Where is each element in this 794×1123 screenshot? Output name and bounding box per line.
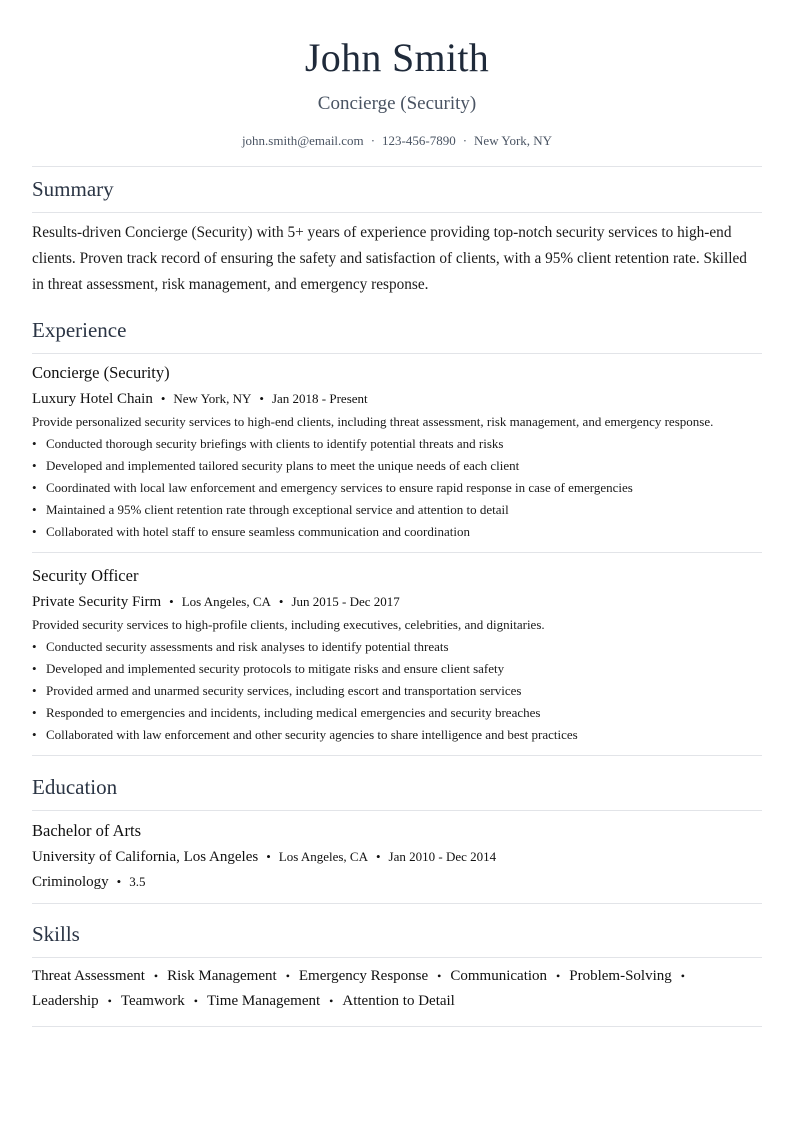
skill-item: Risk Management (167, 968, 277, 984)
experience-entry (32, 565, 762, 746)
list-item: • Collaborated with hotel staff to ensure seamless communication and coordination (32, 521, 762, 543)
summary-text: Results-driven Concierge (Security) with 5+ years of experience providing top-notch security services to high-end clients. Proven track record of ensuring the safety and satisfaction of clients, with a 95% client retention rate. Skilled in threat assessment, risk management, and emergency response. (32, 224, 747, 293)
skills-heading: Skills (32, 922, 80, 946)
contact-email[interactable]: john.smith@email.com (241, 133, 364, 148)
education-heading: Education (32, 775, 118, 799)
skill-bullet: • (285, 969, 290, 983)
skill-item: Leadership (32, 993, 99, 1009)
job-description: Provided security services to high-profile clients, including executives, celebrities, and dignitaries. (32, 617, 545, 632)
job-company: Luxury Hotel Chain (32, 391, 153, 407)
skill-bullet: • (153, 969, 159, 983)
divider (32, 212, 762, 213)
experience-heading: Experience (32, 318, 127, 342)
school-location: Los Angeles, CA (278, 849, 368, 864)
contact-separator: · (462, 133, 468, 148)
list-item: • Coordinated with local law enforcement and emergency services to ensure rapid response in case of emergencies (32, 477, 762, 499)
skill-item: Attention to Detail (342, 993, 455, 1009)
meta-bullet: • (169, 594, 174, 609)
divider (32, 166, 762, 167)
list-item: • Developed and implemented tailored security plans to meet the unique needs of each client (32, 455, 762, 477)
resume-page (32, 0, 762, 1027)
skills-list (32, 964, 762, 1014)
gpa: 3.5 (129, 874, 146, 889)
job-company: Private Security Firm (32, 594, 162, 610)
skill-item: Teamwork (120, 993, 185, 1009)
divider (32, 755, 762, 756)
meta-bullet: • (375, 849, 381, 864)
job-dates: Jun 2015 - Dec 2017 (291, 594, 400, 609)
contact-location: New York, NY (474, 133, 553, 148)
contact-line (32, 132, 762, 150)
resume-header (32, 34, 762, 150)
education-meta (32, 846, 762, 868)
divider (32, 1026, 762, 1027)
contact-phone: 123-456-7890 (382, 133, 456, 148)
job-dates: Jan 2018 - Present (271, 391, 368, 406)
skill-item: Emergency Response (298, 968, 429, 984)
job-bullets (32, 636, 762, 746)
education-entry (32, 820, 762, 893)
meta-bullet: • (259, 391, 264, 406)
experience-entry (32, 362, 762, 543)
candidate-name: John Smith (304, 35, 490, 80)
list-item: • Maintained a 95% client retention rate through exceptional service and attention to detail (32, 499, 762, 521)
divider (32, 353, 762, 354)
skill-item: Threat Assessment (32, 968, 145, 984)
skills-row (32, 989, 762, 1014)
skill-item: Problem-Solving (569, 968, 672, 984)
job-role: Concierge (Security) (32, 363, 170, 382)
divider (32, 903, 762, 904)
list-item: • Conducted security assessments and risk analyses to identify potential threats (32, 636, 762, 658)
job-description: Provide personalized security services to high-end clients, including threat assessment, risk management, and emergency response. (32, 414, 714, 429)
list-item: • Responded to emergencies and incidents, including medical emergencies and security breaches (32, 702, 762, 724)
list-item: • Collaborated with law enforcement and other security agencies to share intelligence and best practices (32, 724, 762, 746)
job-meta (32, 388, 762, 410)
meta-bullet: • (160, 391, 166, 406)
contact-separator: · (370, 133, 376, 148)
divider (32, 810, 762, 811)
skill-bullet: • (680, 969, 685, 983)
skill-bullet: • (437, 969, 442, 983)
list-item: • Provided armed and unarmed security services, including escort and transportation services (32, 680, 762, 702)
skill-bullet: • (556, 969, 561, 983)
school-name: University of California, Los Angeles (32, 849, 259, 865)
list-item: • Conducted thorough security briefings with clients to identify potential threats and risks (32, 433, 762, 455)
candidate-title: Concierge (Security) (317, 93, 477, 114)
skill-item: Time Management (206, 993, 321, 1009)
job-location: New York, NY (173, 391, 252, 406)
education-field-meta (32, 871, 762, 893)
summary-heading: Summary (32, 177, 114, 201)
skill-bullet: • (193, 994, 198, 1008)
field-of-study: Criminology (32, 874, 109, 890)
meta-bullet: • (116, 874, 122, 889)
job-bullets (32, 433, 762, 543)
meta-bullet: • (278, 594, 284, 609)
job-meta (32, 591, 762, 613)
meta-bullet: • (266, 849, 271, 864)
skill-bullet: • (329, 994, 334, 1008)
skill-bullet: • (107, 994, 112, 1008)
skill-item: Communication (450, 968, 548, 984)
education-dates: Jan 2010 - Dec 2014 (388, 849, 497, 864)
divider (32, 552, 762, 553)
job-location: Los Angeles, CA (181, 594, 271, 609)
divider (32, 957, 762, 958)
degree: Bachelor of Arts (32, 821, 142, 840)
skills-row (32, 964, 762, 989)
job-role: Security Officer (32, 566, 139, 585)
list-item: • Developed and implemented security protocols to mitigate risks and ensure client safety (32, 658, 762, 680)
